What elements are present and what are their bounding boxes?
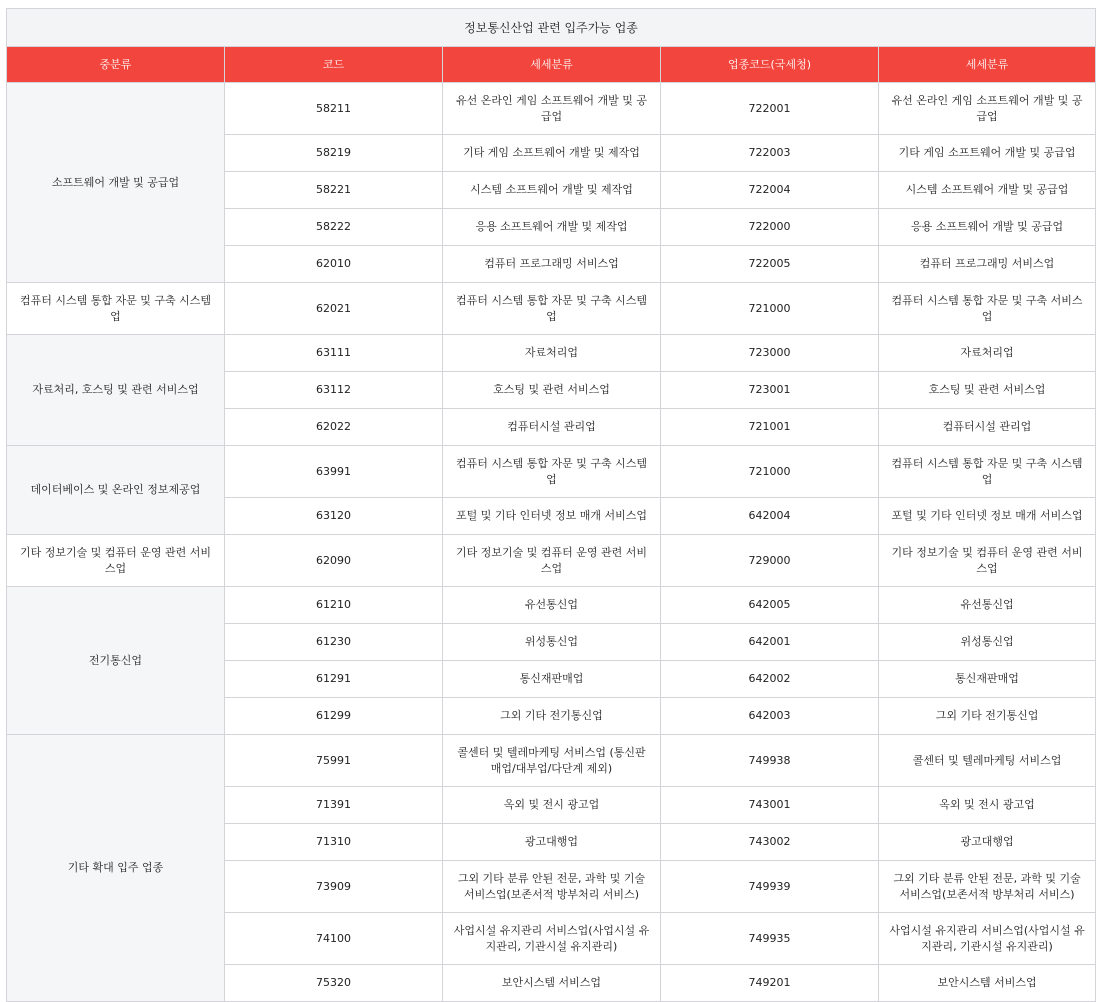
detail-cell: 유선 온라인 게임 소프트웨어 개발 및 공급업: [443, 83, 661, 135]
detail-cell: 사업시설 유지관리 서비스업(사업시설 유지관리, 기관시설 유지관리): [443, 913, 661, 965]
detail-cell: 기타 정보기술 및 컴퓨터 운영 관련 서비스업: [443, 535, 661, 587]
code-cell: 58211: [225, 83, 443, 135]
detail-cell: 시스템 소프트웨어 개발 및 제작업: [443, 172, 661, 209]
tax-code-cell: 722003: [661, 135, 879, 172]
code-cell: 61230: [225, 624, 443, 661]
table-row: [7, 535, 1096, 587]
header-middle-category: 중분류: [7, 47, 225, 83]
table-title: 정보통신산업 관련 입주가능 업종: [7, 9, 1096, 47]
code-cell: 73909: [225, 861, 443, 913]
tax-detail-cell: 보안시스템 서비스업: [879, 965, 1096, 1002]
code-cell: 61210: [225, 587, 443, 624]
table-body: [7, 83, 1096, 1002]
code-cell: 63120: [225, 498, 443, 535]
detail-cell: 컴퓨터 프로그래밍 서비스업: [443, 246, 661, 283]
tax-code-cell: 749938: [661, 735, 879, 787]
tax-detail-cell: 응용 소프트웨어 개발 및 공급업: [879, 209, 1096, 246]
tax-code-cell: 749939: [661, 861, 879, 913]
detail-cell: 통신재판매업: [443, 661, 661, 698]
tax-code-cell: 642002: [661, 661, 879, 698]
tax-code-cell: 729000: [661, 535, 879, 587]
tax-detail-cell: 컴퓨터 시스템 통합 자문 및 구축 서비스업: [879, 283, 1096, 335]
tax-detail-cell: 기타 정보기술 및 컴퓨터 운영 관련 서비스업: [879, 535, 1096, 587]
tax-detail-cell: 광고대행업: [879, 824, 1096, 861]
tax-detail-cell: 사업시설 유지관리 서비스업(사업시설 유지관리, 기관시설 유지관리): [879, 913, 1096, 965]
code-cell: 71310: [225, 824, 443, 861]
tax-code-cell: 722005: [661, 246, 879, 283]
tax-code-cell: 743001: [661, 787, 879, 824]
tax-detail-cell: 통신재판매업: [879, 661, 1096, 698]
tax-code-cell: 722000: [661, 209, 879, 246]
tax-code-cell: 721000: [661, 283, 879, 335]
code-cell: 61291: [225, 661, 443, 698]
table-row: [7, 83, 1096, 135]
tax-code-cell: 749935: [661, 913, 879, 965]
detail-cell: 컴퓨터 시스템 통합 자문 및 구축 시스템업: [443, 446, 661, 498]
tax-code-cell: 749201: [661, 965, 879, 1002]
detail-cell: 옥외 및 전시 광고업: [443, 787, 661, 824]
code-cell: 75991: [225, 735, 443, 787]
header-detail: 세세분류: [443, 47, 661, 83]
tax-detail-cell: 포털 및 기타 인터넷 정보 매개 서비스업: [879, 498, 1096, 535]
category-cell: 전기통신업: [7, 587, 225, 735]
code-cell: 58222: [225, 209, 443, 246]
detail-cell: 응용 소프트웨어 개발 및 제작업: [443, 209, 661, 246]
category-cell: 자료처리, 호스팅 및 관련 서비스업: [7, 335, 225, 446]
table-row: [7, 283, 1096, 335]
detail-cell: 광고대행업: [443, 824, 661, 861]
tax-detail-cell: 자료처리업: [879, 335, 1096, 372]
code-cell: 74100: [225, 913, 443, 965]
industry-table: [6, 8, 1096, 1002]
tax-code-cell: 642003: [661, 698, 879, 735]
detail-cell: 위성통신업: [443, 624, 661, 661]
code-cell: 58219: [225, 135, 443, 172]
header-tax-code: 업종코드(국세청): [661, 47, 879, 83]
tax-detail-cell: 컴퓨터 시스템 통합 자문 및 구축 시스템업: [879, 446, 1096, 498]
tax-code-cell: 722001: [661, 83, 879, 135]
table-row: [7, 587, 1096, 624]
tax-detail-cell: 컴퓨터 프로그래밍 서비스업: [879, 246, 1096, 283]
tax-code-cell: 722004: [661, 172, 879, 209]
detail-cell: 컴퓨터시설 관리업: [443, 409, 661, 446]
tax-detail-cell: 위성통신업: [879, 624, 1096, 661]
detail-cell: 호스팅 및 관련 서비스업: [443, 372, 661, 409]
tax-detail-cell: 콜센터 및 텔레마케팅 서비스업: [879, 735, 1096, 787]
tax-detail-cell: 유선 온라인 게임 소프트웨어 개발 및 공급업: [879, 83, 1096, 135]
code-cell: 63111: [225, 335, 443, 372]
detail-cell: 기타 게임 소프트웨어 개발 및 제작업: [443, 135, 661, 172]
detail-cell: 보안시스템 서비스업: [443, 965, 661, 1002]
detail-cell: 그외 기타 분류 안된 전문, 과학 및 기술 서비스업(보존서적 방부처리 서비스): [443, 861, 661, 913]
tax-detail-cell: 유선통신업: [879, 587, 1096, 624]
tax-code-cell: 642005: [661, 587, 879, 624]
detail-cell: 그외 기타 전기통신업: [443, 698, 661, 735]
tax-detail-cell: 기타 게임 소프트웨어 개발 및 공급업: [879, 135, 1096, 172]
tax-detail-cell: 그외 기타 분류 안된 전문, 과학 및 기술 서비스업(보존서적 방부처리 서비스): [879, 861, 1096, 913]
tax-detail-cell: 옥외 및 전시 광고업: [879, 787, 1096, 824]
table-row: [7, 446, 1096, 498]
code-cell: 63112: [225, 372, 443, 409]
tax-code-cell: 721001: [661, 409, 879, 446]
category-cell: 소프트웨어 개발 및 공급업: [7, 83, 225, 283]
tax-detail-cell: 호스팅 및 관련 서비스업: [879, 372, 1096, 409]
tax-code-cell: 743002: [661, 824, 879, 861]
tax-detail-cell: 컴퓨터시설 관리업: [879, 409, 1096, 446]
tax-code-cell: 721000: [661, 446, 879, 498]
tax-code-cell: 642004: [661, 498, 879, 535]
detail-cell: 콜센터 및 텔레마케팅 서비스업 (통신판매업/대부업/다단계 제외): [443, 735, 661, 787]
detail-cell: 유선통신업: [443, 587, 661, 624]
code-cell: 62022: [225, 409, 443, 446]
code-cell: 62010: [225, 246, 443, 283]
code-cell: 62021: [225, 283, 443, 335]
detail-cell: 포털 및 기타 인터넷 정보 매개 서비스업: [443, 498, 661, 535]
detail-cell: 자료처리업: [443, 335, 661, 372]
header-row: [7, 47, 1096, 83]
category-cell: 기타 확대 입주 업종: [7, 735, 225, 1002]
header-tax-detail: 세세분류: [879, 47, 1096, 83]
code-cell: 61299: [225, 698, 443, 735]
category-cell: 데이터베이스 및 온라인 정보제공업: [7, 446, 225, 535]
code-cell: 75320: [225, 965, 443, 1002]
category-cell: 컴퓨터 시스템 통합 자문 및 구축 시스템업: [7, 283, 225, 335]
header-code: 코드: [225, 47, 443, 83]
table-row: [7, 735, 1096, 787]
tax-code-cell: 723001: [661, 372, 879, 409]
code-cell: 62090: [225, 535, 443, 587]
tax-code-cell: 642001: [661, 624, 879, 661]
code-cell: 71391: [225, 787, 443, 824]
industry-table-container: [6, 8, 1095, 1002]
tax-detail-cell: 그외 기타 전기통신업: [879, 698, 1096, 735]
code-cell: 58221: [225, 172, 443, 209]
category-cell: 기타 정보기술 및 컴퓨터 운영 관련 서비스업: [7, 535, 225, 587]
tax-detail-cell: 시스템 소프트웨어 개발 및 공급업: [879, 172, 1096, 209]
table-row: [7, 335, 1096, 372]
code-cell: 63991: [225, 446, 443, 498]
detail-cell: 컴퓨터 시스템 통합 자문 및 구축 시스템업: [443, 283, 661, 335]
tax-code-cell: 723000: [661, 335, 879, 372]
